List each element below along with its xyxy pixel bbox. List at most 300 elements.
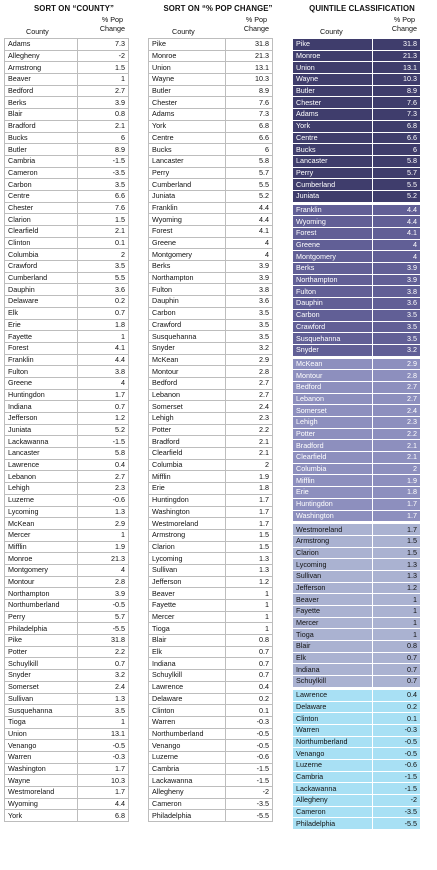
table-row — [149, 319, 273, 331]
county-cell: Clearfield — [149, 448, 226, 460]
table-row — [149, 331, 273, 343]
table-row — [149, 600, 273, 612]
pct-change-cell: 2.8 — [78, 576, 129, 588]
pct-change-cell: 5.2 — [226, 190, 273, 202]
table-row — [293, 606, 421, 618]
table-sort-county — [4, 38, 129, 822]
county-cell: Bedford — [149, 377, 226, 389]
county-cell: Armstrong — [149, 529, 226, 541]
pct-change-cell: 2.1 — [373, 452, 421, 464]
pct-change-cell: 4.4 — [226, 214, 273, 226]
county-cell: Pike — [293, 39, 373, 51]
county-cell: Philadelphia — [149, 810, 226, 822]
header-sort-county — [4, 16, 128, 37]
table-row — [293, 818, 421, 830]
pct-change-cell: 13.1 — [226, 62, 273, 74]
pct-change-cell: 2.2 — [373, 428, 421, 440]
pct-change-cell: 2.8 — [373, 370, 421, 382]
county-cell: Wyoming — [5, 798, 78, 810]
county-cell: Westmoreland — [293, 523, 373, 536]
pct-change-cell: 1 — [78, 74, 129, 86]
table-row — [5, 377, 129, 389]
pct-change-cell: 0.8 — [373, 641, 421, 653]
pct-change-cell: 5.5 — [78, 272, 129, 284]
pct-change-cell: -1.5 — [226, 763, 273, 775]
table-row — [5, 97, 129, 109]
table-row — [5, 424, 129, 436]
col-pct-label: % Pop Change — [99, 15, 125, 33]
table-row — [293, 251, 421, 263]
pct-change-cell: 6.8 — [373, 120, 421, 132]
table-row — [293, 39, 421, 51]
county-cell: Greene — [5, 377, 78, 389]
county-cell: Beaver — [293, 594, 373, 606]
pct-change-cell: 6 — [226, 144, 273, 156]
county-cell: Adams — [149, 109, 226, 121]
table-row — [293, 510, 421, 523]
county-cell: Clinton — [293, 713, 373, 725]
pct-change-cell: 3.9 — [226, 272, 273, 284]
county-cell: Fulton — [293, 286, 373, 298]
county-cell: Union — [149, 62, 226, 74]
county-cell: Fayette — [149, 600, 226, 612]
county-cell: York — [293, 120, 373, 132]
section-title-sort-county: SORT ON “COUNTY” — [33, 4, 114, 13]
table-row — [5, 810, 129, 822]
pct-change-cell: -5.5 — [373, 818, 421, 830]
county-cell: Columbia — [149, 459, 226, 471]
county-cell: Fulton — [5, 366, 78, 378]
table-row — [5, 202, 129, 214]
pct-change-cell: 1.7 — [226, 518, 273, 530]
table-row — [293, 216, 421, 228]
pct-change-cell: 21.3 — [78, 553, 129, 565]
county-cell: Fayette — [5, 331, 78, 343]
pct-change-cell: 0.8 — [226, 635, 273, 647]
pct-change-cell: -1.5 — [226, 775, 273, 787]
section-title-quintile: QUINTILE CLASSIFICATION — [309, 4, 415, 13]
county-cell: Northumberland — [5, 600, 78, 612]
table-row — [5, 62, 129, 74]
pct-change-cell: 1.5 — [373, 535, 421, 547]
county-cell: Blair — [149, 635, 226, 647]
table-row — [293, 771, 421, 783]
pct-change-cell: 3.9 — [373, 274, 421, 286]
pct-change-cell: -1.5 — [78, 436, 129, 448]
table-row — [5, 50, 129, 62]
pct-change-cell: 3.5 — [78, 705, 129, 717]
pct-change-cell: 1.5 — [78, 214, 129, 226]
pct-change-cell: 2 — [78, 249, 129, 261]
county-cell: Elk — [293, 652, 373, 664]
pct-change-cell: -0.5 — [226, 728, 273, 740]
county-cell: Adams — [293, 109, 373, 121]
table-row — [149, 237, 273, 249]
county-cell: McKean — [5, 518, 78, 530]
pct-change-cell: 1 — [226, 611, 273, 623]
pct-change-cell: 7.3 — [78, 39, 129, 51]
county-cell: Somerset — [293, 405, 373, 417]
pct-change-cell: 1 — [373, 629, 421, 641]
pct-change-cell: 1 — [373, 594, 421, 606]
county-cell: Columbia — [5, 249, 78, 261]
county-cell: Beaver — [5, 74, 78, 86]
table-row — [293, 748, 421, 760]
county-cell: Bedford — [5, 85, 78, 97]
table-row — [149, 728, 273, 740]
county-cell: Northampton — [149, 272, 226, 284]
table-row — [149, 693, 273, 705]
pct-change-cell: 10.3 — [78, 775, 129, 787]
table-row — [5, 272, 129, 284]
pct-change-cell: 1.3 — [373, 570, 421, 582]
table-row — [149, 424, 273, 436]
pct-change-cell: 0.2 — [78, 296, 129, 308]
county-cell: Berks — [5, 97, 78, 109]
pct-change-cell: 7.6 — [226, 97, 273, 109]
table-row — [5, 354, 129, 366]
table-row — [5, 529, 129, 541]
pct-change-cell: 1.7 — [226, 506, 273, 518]
pct-change-cell: -0.5 — [373, 748, 421, 760]
pct-change-cell: 1.3 — [226, 553, 273, 565]
county-cell: Northampton — [5, 588, 78, 600]
county-cell: Clarion — [293, 547, 373, 559]
county-cell: Bucks — [293, 144, 373, 156]
pct-change-cell: 1.9 — [78, 541, 129, 553]
county-cell: Sullivan — [149, 564, 226, 576]
table-row — [5, 728, 129, 740]
pct-change-cell: 3.8 — [226, 284, 273, 296]
table-row — [293, 97, 421, 109]
pct-change-cell: 1.3 — [78, 506, 129, 518]
table-row — [5, 109, 129, 121]
pct-change-cell: 0.7 — [226, 670, 273, 682]
county-cell: Butler — [293, 85, 373, 97]
pct-change-cell: 3.5 — [78, 261, 129, 273]
county-cell: Blair — [293, 641, 373, 653]
pct-change-cell: 0.7 — [78, 307, 129, 319]
pct-change-cell: -0.5 — [226, 740, 273, 752]
table-row — [149, 798, 273, 810]
table-row — [149, 553, 273, 565]
pct-change-cell: 3.2 — [78, 670, 129, 682]
table-row — [293, 652, 421, 664]
table-row — [5, 798, 129, 810]
pct-change-cell: -1.5 — [373, 771, 421, 783]
table-row — [293, 333, 421, 345]
pct-change-cell: 3.5 — [226, 319, 273, 331]
pct-change-cell: 4.4 — [78, 798, 129, 810]
pct-change-cell: 4.4 — [373, 216, 421, 228]
pct-change-cell: -5.5 — [78, 623, 129, 635]
county-cell: Snyder — [149, 342, 226, 354]
county-cell: Somerset — [149, 401, 226, 413]
pct-change-cell: 2.7 — [226, 389, 273, 401]
pct-change-cell: 1.7 — [226, 494, 273, 506]
table-row — [5, 576, 129, 588]
county-cell: Lebanon — [5, 471, 78, 483]
table-row — [293, 286, 421, 298]
pct-change-cell: 6.6 — [373, 132, 421, 144]
county-cell: Carbon — [5, 179, 78, 191]
county-cell: Mifflin — [5, 541, 78, 553]
pct-change-cell: 4 — [78, 564, 129, 576]
table-row — [5, 646, 129, 658]
table-row — [293, 179, 421, 191]
pct-change-cell: 8.9 — [226, 85, 273, 97]
pct-change-cell: 1.5 — [78, 62, 129, 74]
table-row — [5, 436, 129, 448]
pct-change-cell: -0.6 — [373, 759, 421, 771]
pct-change-cell: 0.1 — [373, 713, 421, 725]
table-row — [293, 570, 421, 582]
pct-change-cell: 2.7 — [373, 381, 421, 393]
table-row — [149, 202, 273, 214]
table-row — [293, 155, 421, 167]
table-row — [5, 763, 129, 775]
table-row — [149, 401, 273, 413]
table-row — [149, 109, 273, 121]
county-cell: Wayne — [5, 775, 78, 787]
table-row — [5, 635, 129, 647]
pct-change-cell: 1.3 — [226, 564, 273, 576]
county-cell: McKean — [293, 357, 373, 370]
county-cell: Somerset — [5, 681, 78, 693]
county-cell: Potter — [293, 428, 373, 440]
pct-change-cell: -3.5 — [78, 167, 129, 179]
county-cell: Columbia — [293, 463, 373, 475]
county-cell: Huntingdon — [293, 498, 373, 510]
county-cell: Cambria — [293, 771, 373, 783]
county-cell: Washington — [149, 506, 226, 518]
table-row — [5, 553, 129, 565]
table-row — [293, 428, 421, 440]
county-cell: Fayette — [293, 606, 373, 618]
pct-change-cell: 3.6 — [226, 296, 273, 308]
pct-change-cell: 1.2 — [78, 413, 129, 425]
county-cell: Pike — [5, 635, 78, 647]
table-row — [293, 190, 421, 203]
county-cell: Perry — [5, 611, 78, 623]
pct-change-cell: 0.7 — [373, 652, 421, 664]
col-pct-label: % Pop Change — [391, 15, 417, 33]
table-row — [149, 120, 273, 132]
county-cell: Forest — [149, 226, 226, 238]
county-cell: York — [149, 120, 226, 132]
county-cell: Warren — [293, 724, 373, 736]
county-cell: Philadelphia — [5, 623, 78, 635]
county-cell: McKean — [149, 354, 226, 366]
county-cell: Jefferson — [149, 576, 226, 588]
county-cell: Bucks — [149, 144, 226, 156]
county-cell: Perry — [149, 167, 226, 179]
pct-change-cell: 31.8 — [226, 39, 273, 51]
table-row — [149, 39, 273, 51]
county-cell: Butler — [5, 144, 78, 156]
table-row — [5, 226, 129, 238]
county-cell: Montour — [293, 370, 373, 382]
pct-change-cell: 6.8 — [78, 810, 129, 822]
county-cell: Clinton — [5, 237, 78, 249]
table-row — [149, 763, 273, 775]
county-cell: Berks — [149, 261, 226, 273]
county-cell: Allegheny — [149, 787, 226, 799]
county-cell: Lackawanna — [5, 436, 78, 448]
table-row — [149, 272, 273, 284]
county-cell: Bradford — [149, 436, 226, 448]
county-cell: Warren — [5, 751, 78, 763]
table-row — [149, 576, 273, 588]
table-row — [5, 623, 129, 635]
pct-change-cell: 0.1 — [78, 237, 129, 249]
pct-change-cell: 1.7 — [373, 510, 421, 523]
table-row — [5, 307, 129, 319]
table-row — [5, 494, 129, 506]
table-row — [293, 783, 421, 795]
pct-change-cell: 3.6 — [373, 298, 421, 310]
county-cell: Erie — [293, 487, 373, 499]
table-row — [293, 688, 421, 701]
county-cell: Luzerne — [293, 759, 373, 771]
table-row — [293, 594, 421, 606]
table-row — [293, 535, 421, 547]
table-row — [5, 681, 129, 693]
table-row — [293, 274, 421, 286]
table-row — [149, 740, 273, 752]
table-row — [293, 370, 421, 382]
county-cell: Fulton — [149, 284, 226, 296]
county-cell: Wyoming — [293, 216, 373, 228]
table-row — [293, 132, 421, 144]
col-pct-label: % Pop Change — [243, 15, 269, 33]
pct-change-cell: 4 — [226, 249, 273, 261]
pct-change-cell: 1.5 — [226, 541, 273, 553]
pct-change-cell: -0.3 — [373, 724, 421, 736]
county-cell: Lancaster — [5, 448, 78, 460]
table-row — [293, 759, 421, 771]
table-row — [5, 85, 129, 97]
county-cell: Indiana — [5, 401, 78, 413]
table-row — [293, 85, 421, 97]
pct-change-cell: 7.6 — [78, 202, 129, 214]
pct-change-cell: 2.4 — [226, 401, 273, 413]
pct-change-cell: 4.4 — [78, 354, 129, 366]
pct-change-cell: 2.4 — [78, 681, 129, 693]
pct-change-cell: 1 — [373, 606, 421, 618]
pct-change-cell: 4 — [373, 251, 421, 263]
county-cell: Dauphin — [293, 298, 373, 310]
table-row — [293, 417, 421, 429]
county-cell: Lycoming — [5, 506, 78, 518]
table-row — [5, 740, 129, 752]
county-cell: Dauphin — [5, 284, 78, 296]
pct-change-cell: 0.2 — [373, 701, 421, 713]
pct-change-cell: 1 — [78, 529, 129, 541]
table-row — [293, 582, 421, 594]
pct-change-cell: 2.1 — [226, 448, 273, 460]
header-quintile — [292, 16, 420, 37]
county-cell: Susquehanna — [293, 333, 373, 345]
pct-change-cell: 1.7 — [78, 787, 129, 799]
county-cell: Venango — [293, 748, 373, 760]
pct-change-cell: 3.9 — [373, 263, 421, 275]
table-row — [5, 483, 129, 495]
county-cell: Lebanon — [293, 393, 373, 405]
pct-change-cell: 2.7 — [226, 377, 273, 389]
county-cell: Monroe — [149, 50, 226, 62]
county-cell: Tioga — [293, 629, 373, 641]
table-row — [293, 109, 421, 121]
county-cell: Indiana — [149, 658, 226, 670]
pct-change-cell: 4.4 — [226, 202, 273, 214]
county-cell: Lycoming — [293, 559, 373, 571]
pct-change-cell: 3.8 — [373, 286, 421, 298]
pct-change-cell: -1.5 — [373, 783, 421, 795]
pct-change-cell: -2 — [373, 795, 421, 807]
pct-change-cell: 3.5 — [226, 331, 273, 343]
table-row — [149, 226, 273, 238]
county-cell: Lawrence — [293, 688, 373, 701]
table-row — [293, 736, 421, 748]
pct-change-cell: 0.7 — [226, 658, 273, 670]
county-cell: Indiana — [293, 664, 373, 676]
pct-change-cell: -0.3 — [78, 751, 129, 763]
table-row — [5, 120, 129, 132]
table-row — [149, 670, 273, 682]
county-cell: Adams — [5, 39, 78, 51]
county-cell: Huntingdon — [5, 389, 78, 401]
table-row — [5, 705, 129, 717]
table-row — [149, 529, 273, 541]
pct-change-cell: 1.2 — [373, 582, 421, 594]
pct-change-cell: -0.6 — [78, 494, 129, 506]
county-cell: Centre — [149, 132, 226, 144]
table-row — [149, 705, 273, 717]
table-row — [293, 321, 421, 333]
table-row — [149, 413, 273, 425]
county-cell: Venango — [5, 740, 78, 752]
county-cell: Cameron — [293, 806, 373, 818]
county-cell: Lycoming — [149, 553, 226, 565]
table-row — [293, 405, 421, 417]
table-row — [293, 547, 421, 559]
county-cell: Lancaster — [293, 155, 373, 167]
county-cell: Luzerne — [5, 494, 78, 506]
county-cell: Union — [5, 728, 78, 740]
table-row — [293, 309, 421, 321]
pct-change-cell: 4 — [226, 237, 273, 249]
county-cell: Allegheny — [293, 795, 373, 807]
county-cell: Lackawanna — [149, 775, 226, 787]
county-cell: Allegheny — [5, 50, 78, 62]
table-row — [149, 787, 273, 799]
pct-change-cell: 2.9 — [226, 354, 273, 366]
county-cell: Armstrong — [293, 535, 373, 547]
county-cell: Lawrence — [149, 681, 226, 693]
table-row — [293, 559, 421, 571]
county-cell: Franklin — [5, 354, 78, 366]
table-row — [293, 795, 421, 807]
pct-change-cell: 2.4 — [373, 405, 421, 417]
table-quintile — [292, 38, 421, 830]
pct-change-cell: 3.6 — [78, 284, 129, 296]
table-row — [149, 646, 273, 658]
county-cell: Wyoming — [149, 214, 226, 226]
county-cell: Wayne — [293, 74, 373, 86]
pct-change-cell: 1 — [78, 716, 129, 728]
county-cell: Huntingdon — [149, 494, 226, 506]
